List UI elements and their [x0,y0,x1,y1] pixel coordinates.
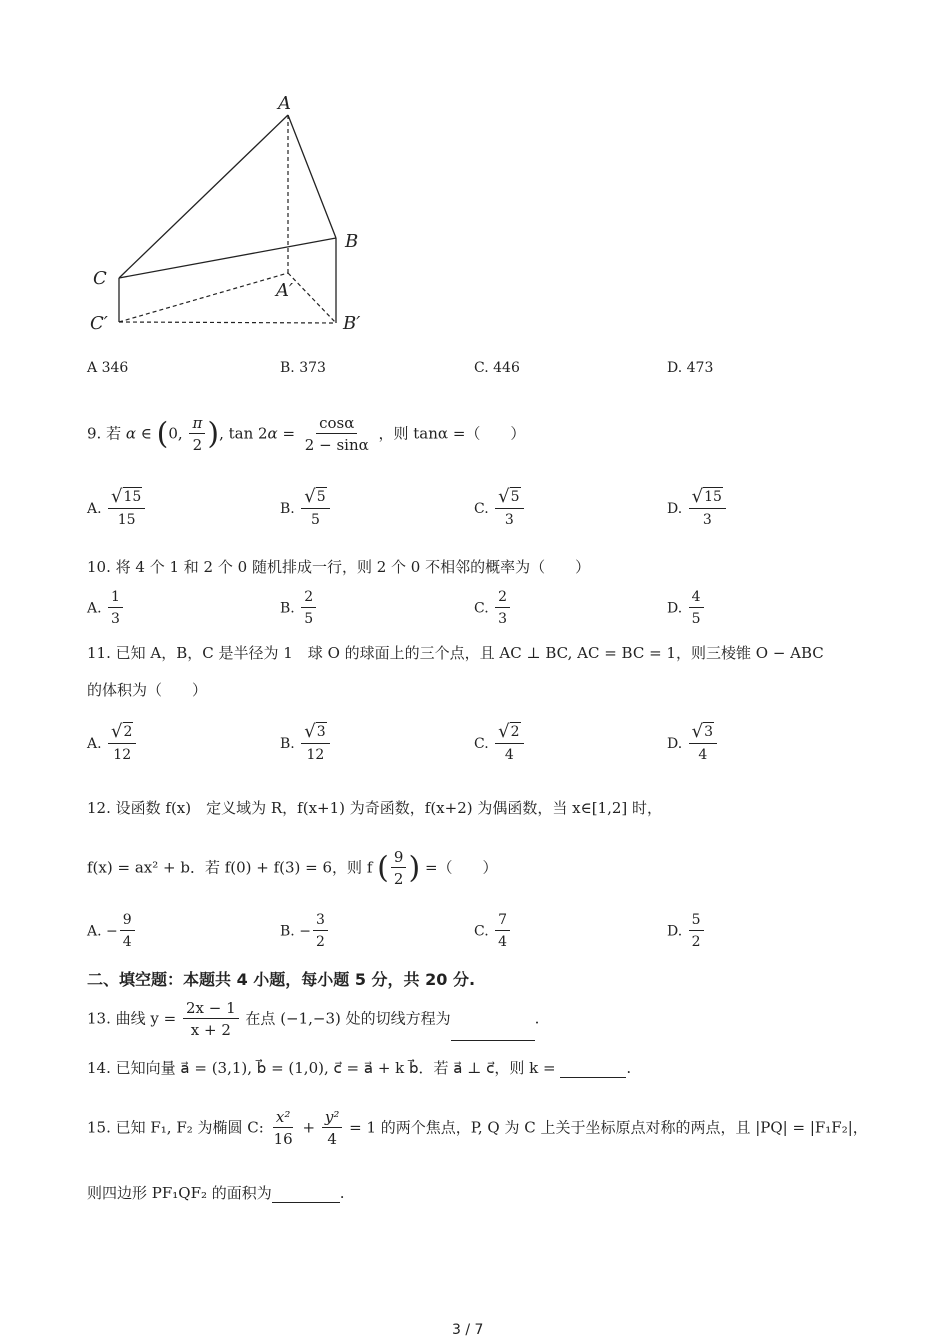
q12-option-c: C. $\frac{7}{4}$ [474,910,512,953]
q10-option-b: B. $\frac{2}{5}$ [280,587,318,630]
label-A-prime: A′ [276,280,294,301]
edge-AC [119,115,288,278]
q8-option-b: B. 373 [280,360,326,376]
q10-option-c: C. $\frac{2}{3}$ [474,587,512,630]
q10-option-a: A. $\frac{1}{3}$ [87,587,125,630]
section-heading-fill-in: 二、填空题：本题共 4 小题，每小题 5 分，共 20 分. [87,970,476,989]
page-number: 3 / 7 [452,1322,484,1338]
q15-stem-line2: 则四边形 PF₁QF₂ 的面积为 . [87,1184,345,1202]
q9-option-d: D. √ 15 3 [667,487,728,531]
q12-stem-line2: f(x) = ax² + b．若 f(0) + f(3) = 6，则 f ( $\frac{9}{2}$ ) =（ ） [87,848,498,888]
q11-stem-line2: 的体积为（ ） [87,681,208,699]
q14-answer-blank[interactable] [560,1061,626,1078]
label-B-prime: B′ [343,313,361,334]
prism-figure [80,85,380,345]
q9-option-a: A. √ 15 15 [87,487,147,531]
label-B: B [345,231,359,252]
q12-stem-line1: 12. 设函数 f(x) 定义域为 R，f(x+1) 为奇函数，f(x+2) 为偶函数，当 x∈[1,2] 时， [87,799,663,817]
q14-stem: 14. 已知向量 a⃗ = (3,1), b⃗ = (1,0), c⃗ = a⃗ + k b⃗．若 a⃗ ⊥ c⃗，则 k = . [87,1059,632,1077]
q9-option-c: C. √ 5 3 [474,487,526,531]
q10-stem: 10. 将 4 个 1 和 2 个 0 随机排成一行，则 2 个 0 不相邻的概率为（ ） [87,558,591,576]
edge-CB [119,238,336,278]
label-C: C [93,268,107,289]
q13-answer-blank[interactable] [451,1024,535,1041]
q8-option-d: D. 473 [667,360,714,376]
q9-stem: 9. 若 α ∈ (0, $\frac{\pi}{2}$ ), tan 2α = $\frac{\cos\alpha}{2 - \sin\alpha}$ ，则 tanα =（ ） [87,414,526,454]
q11-option-c: C. √ 2 4 [474,722,526,766]
q12-option-d: D. $\frac{5}{2}$ [667,910,706,953]
q8-option-a: A 346 [87,360,129,376]
q12-option-a: A. − $\frac{9}{4}$ [87,910,137,953]
q13-stem: 13. 曲线 y = $\frac{2x - 1}{x + 2}$ 在点 (−1,−3) 处的切线方程为 . [87,999,540,1039]
edge-AB [288,115,336,238]
q12-option-b: B. − $\frac{3}{2}$ [280,910,330,953]
q15-stem-line1: 15. 已知 F₁, F₂ 为椭圆 C: $\frac{\text{x²}}{16}$ + $\frac{\text{y²}}{4}$ = 1 的两个焦点，P, Q 为 C 上关于坐标原点对称的两点，且 |PQ| = |F₁F₂|， [87,1108,868,1148]
q8-option-c: C. 446 [474,360,520,376]
label-C-prime: C′ [90,313,108,334]
q15-answer-blank[interactable] [272,1186,340,1203]
q11-option-a: A. √ 2 12 [87,722,138,766]
q11-option-b: B. √ 3 12 [280,722,332,766]
q11-option-d: D. √ 3 4 [667,722,719,766]
q10-option-d: D. $\frac{4}{5}$ [667,587,706,630]
edge-C-prime-A-prime [119,273,288,322]
q9-option-b: B. √ 5 5 [280,487,332,531]
label-A: A [278,93,291,114]
edge-A-prime-B-prime [288,273,336,323]
edge-C-prime-B-prime [119,322,336,323]
q11-stem-line1: 11. 已知 A，B，C 是半径为 1 球 O 的球面上的三个点，且 AC ⊥ BC, AC = BC = 1，则三棱锥 O − ABC [87,644,824,662]
